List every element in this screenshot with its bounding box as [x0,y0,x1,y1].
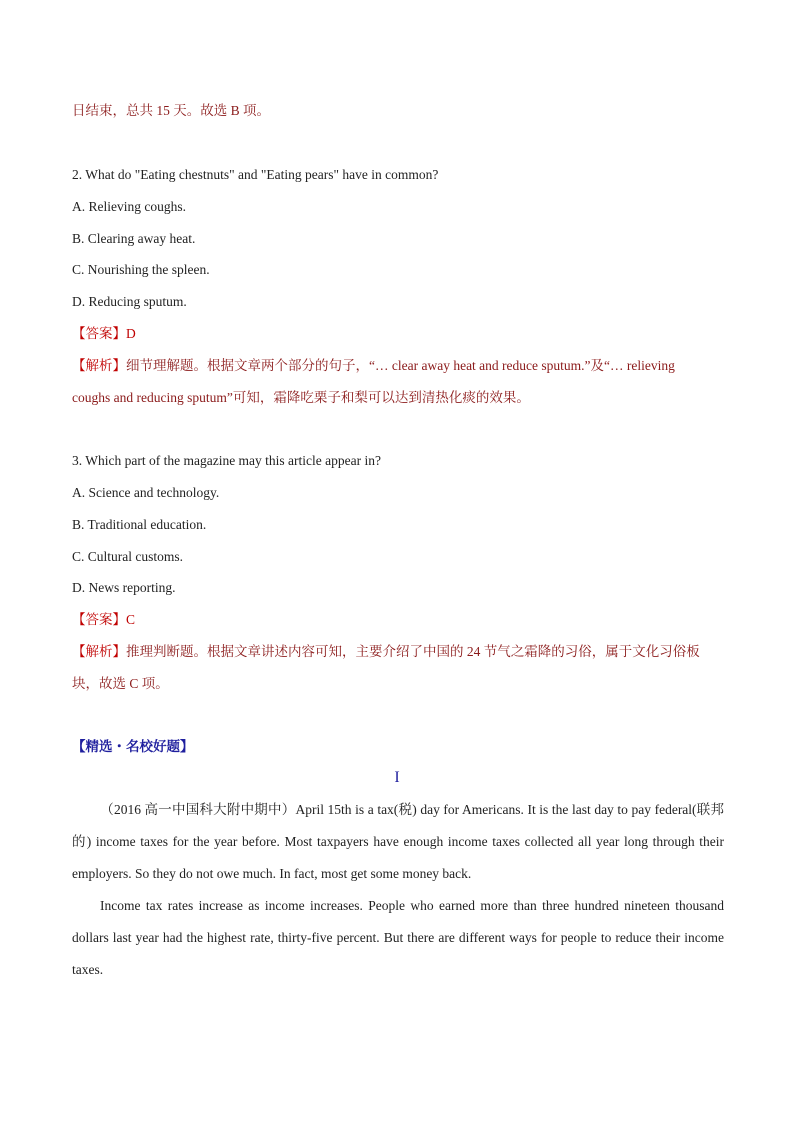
q2-analysis-label: 【解析】 [72,358,126,373]
passage-paragraph-2 [72,890,724,986]
question-3: 3. Which part of the magazine may this article appear in? [72,453,381,468]
q3-analysis-text: 推理判断题。根据文章讲述内容可知，主要介绍了中国的 24 节气之霜降的习俗，属于文化习俗板 [126,644,700,659]
top-fragment: 日结束，总共 15 天。故选 B 项。 [72,103,271,118]
q3-option-a: A. Science and technology. [72,485,220,500]
section-heading: 【精选・名校好题】 [72,739,194,754]
passage-p2-text: Income tax rates increase as income increases. People who earned more than three hundred nineteen thousand dollars last year had the highest rate, thirty-five percent. But there are different ways for people to reduce their income taxes. [72,898,724,977]
q2-option-b: B. Clearing away heat. [72,231,196,246]
q2-analysis-text: 细节理解题。根据文章两个部分的句子，“… clear away heat and reduce sputum.”及“… relieving [126,358,675,373]
q3-analysis-line2: 块，故选 C 项。 [72,676,169,691]
passage-p1-text: （2016 高一中国科大附中期中）April 15th is a tax(税) day for Americans. It is the last day to pay federal(联邦的) income taxes for the year before. Most taxpayers have enough income taxes collected all year long through their employers. So they do not owe much. In fact, most get some money back. [72,802,724,881]
q2-option-a: A. Relieving coughs. [72,199,186,214]
passage-paragraph-1 [72,794,724,890]
q2-option-d: D. Reducing sputum. [72,294,187,309]
q2-option-c: C. Nourishing the spleen. [72,262,210,277]
q3-analysis-line1 [72,642,700,662]
q3-answer: 【答案】C [72,612,136,627]
question-2: 2. What do "Eating chestnuts" and "Eating pears" have in common? [72,167,439,182]
q2-answer: 【答案】D [72,326,136,341]
q2-analysis-line2: coughs and reducing sputum”可知，霜降吃栗子和梨可以达到清热化痰的效果。 [72,390,530,405]
q3-option-b: B. Traditional education. [72,517,207,532]
passage-numeral: I [394,769,400,786]
q3-analysis-label: 【解析】 [72,644,126,659]
q3-option-c: C. Cultural customs. [72,549,183,564]
q2-analysis-line1 [72,356,675,376]
q3-option-d: D. News reporting. [72,580,176,595]
